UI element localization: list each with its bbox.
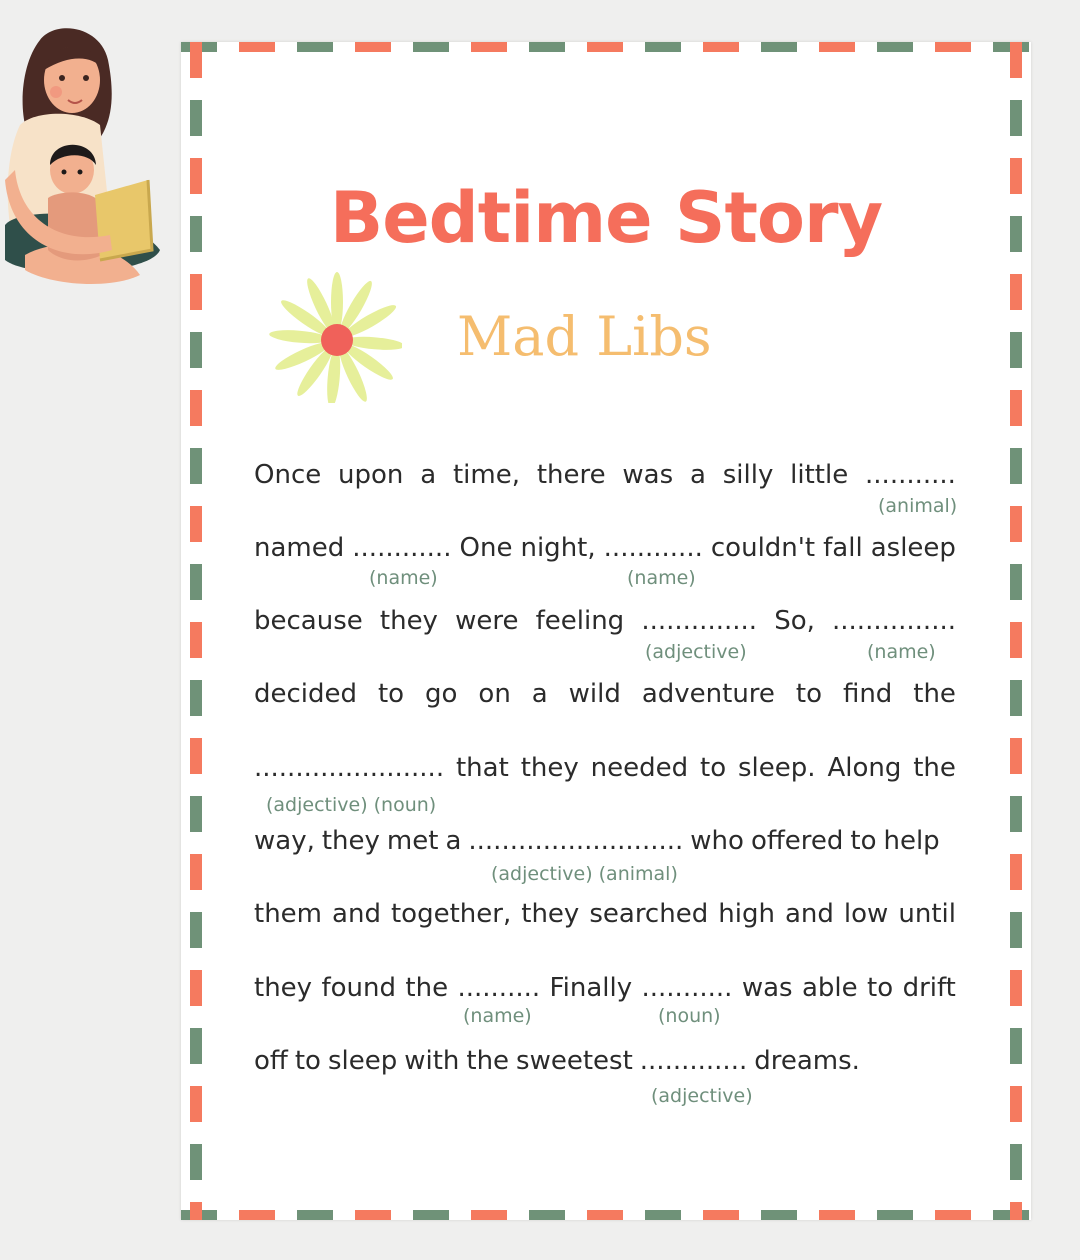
story-word: who (690, 826, 744, 856)
story-word: the (913, 679, 956, 709)
story-word: So, (774, 606, 815, 636)
story-word: drift (902, 973, 956, 1003)
story-word: were (455, 606, 519, 636)
blank-line: ....................... (254, 753, 445, 783)
story-word: they (254, 973, 313, 1003)
story-word: that (455, 753, 509, 783)
story-word: to (867, 973, 894, 1003)
story-word: wild (568, 679, 621, 709)
blank-hint: (adjective) (animal) (491, 863, 678, 885)
blank-line: ........... (641, 973, 733, 1003)
story-word: off (254, 1046, 288, 1076)
story-word: decided (254, 679, 358, 709)
page-title: Bedtime Story (329, 177, 883, 259)
story-word: a (420, 460, 437, 490)
story-word: night, (520, 533, 596, 563)
mother-reading-illustration (0, 20, 165, 290)
story-word: to (850, 826, 877, 856)
blank-hint: (noun) (658, 1005, 721, 1027)
story-line-3 (254, 606, 956, 636)
blank-line: ........... (865, 460, 956, 490)
story-word: silly (722, 460, 774, 490)
blank-hint: (adjective) (noun) (266, 794, 437, 816)
story-word: asleep (870, 533, 956, 563)
story-word: until (898, 899, 956, 929)
blank-hint: (name) (463, 1005, 532, 1027)
blank-line: .............. (641, 606, 758, 636)
story-word: sleep (327, 1046, 398, 1076)
story-line-8 (254, 973, 956, 1003)
story-word: sleep. (738, 753, 816, 783)
story-word: with (404, 1046, 460, 1076)
story-word: find (842, 679, 893, 709)
story-word: they (321, 826, 380, 856)
blank-line: .......... (457, 973, 541, 1003)
story-word: on (478, 679, 511, 709)
story-word: they (521, 899, 580, 929)
story-word: they (379, 606, 438, 636)
story-word: little (790, 460, 849, 490)
blank-hint: (adjective) (645, 641, 747, 663)
story-word: there (536, 460, 606, 490)
story-word: dreams. (754, 1046, 860, 1076)
story-word: together, (390, 899, 512, 929)
story-word: Once (254, 460, 322, 490)
story-word: a (689, 460, 706, 490)
border-top-stripe (181, 42, 1031, 52)
story-word: needed (590, 753, 689, 783)
page-subtitle: Mad Libs (457, 305, 712, 368)
blank-line: ............ (352, 533, 452, 563)
story-line-4 (254, 679, 956, 709)
story-word: to (377, 679, 405, 709)
story-word: help (883, 826, 940, 856)
story-word: them (254, 899, 322, 929)
story-word: fall (823, 533, 863, 563)
story-word: and (784, 899, 834, 929)
blank-line: ............. (639, 1046, 748, 1076)
story-line-6 (254, 826, 956, 856)
border-bottom-stripe (181, 1210, 1031, 1220)
blank-hint: (adjective) (651, 1085, 753, 1107)
story-word: met (386, 826, 439, 856)
story-word: because (254, 606, 363, 636)
story-line-9 (254, 1046, 956, 1076)
story-word: to (795, 679, 822, 709)
story-word: adventure (641, 679, 775, 709)
story-word: was (622, 460, 674, 490)
story-word: a (445, 826, 462, 856)
blank-line: .......................... (468, 826, 684, 856)
blank-hint: (name) (369, 567, 438, 589)
blank-line: ............ (603, 533, 703, 563)
story-word: named (254, 533, 345, 563)
story-word: searched (589, 899, 709, 929)
story-word: low (843, 899, 889, 929)
blank-hint: (name) (627, 567, 696, 589)
story-word: was (741, 973, 793, 1003)
blank-line: ............... (832, 606, 956, 636)
story-line-7 (254, 899, 956, 929)
story-line-2 (254, 533, 956, 563)
story-word: they (520, 753, 579, 783)
story-word: to (700, 753, 727, 783)
story-word: able (801, 973, 858, 1003)
blank-hint: (name) (867, 641, 936, 663)
story-word: offered (750, 826, 844, 856)
story-word: feeling (535, 606, 625, 636)
story-word: high (718, 899, 775, 929)
story-word: way, (254, 826, 315, 856)
story-word: to (294, 1046, 321, 1076)
story-word: time, (452, 460, 520, 490)
story-word: the (405, 973, 449, 1003)
story-word: One (459, 533, 513, 563)
story-word: found (321, 973, 396, 1003)
flower-icon (267, 268, 402, 403)
mad-libs-page (181, 42, 1031, 1220)
story-line-1 (254, 460, 956, 490)
story-word: the (913, 753, 956, 783)
story-word: Finally (549, 973, 633, 1003)
story-word: and (332, 899, 381, 929)
story-word: Along (827, 753, 902, 783)
story-word: go (425, 679, 458, 709)
story-word: a (531, 679, 548, 709)
story-word: upon (338, 460, 404, 490)
story-line-5 (254, 753, 956, 783)
story-word: couldn't (710, 533, 816, 563)
story-word: sweetest (516, 1046, 633, 1076)
story-word: the (466, 1046, 510, 1076)
blank-hint: (animal) (878, 495, 958, 517)
